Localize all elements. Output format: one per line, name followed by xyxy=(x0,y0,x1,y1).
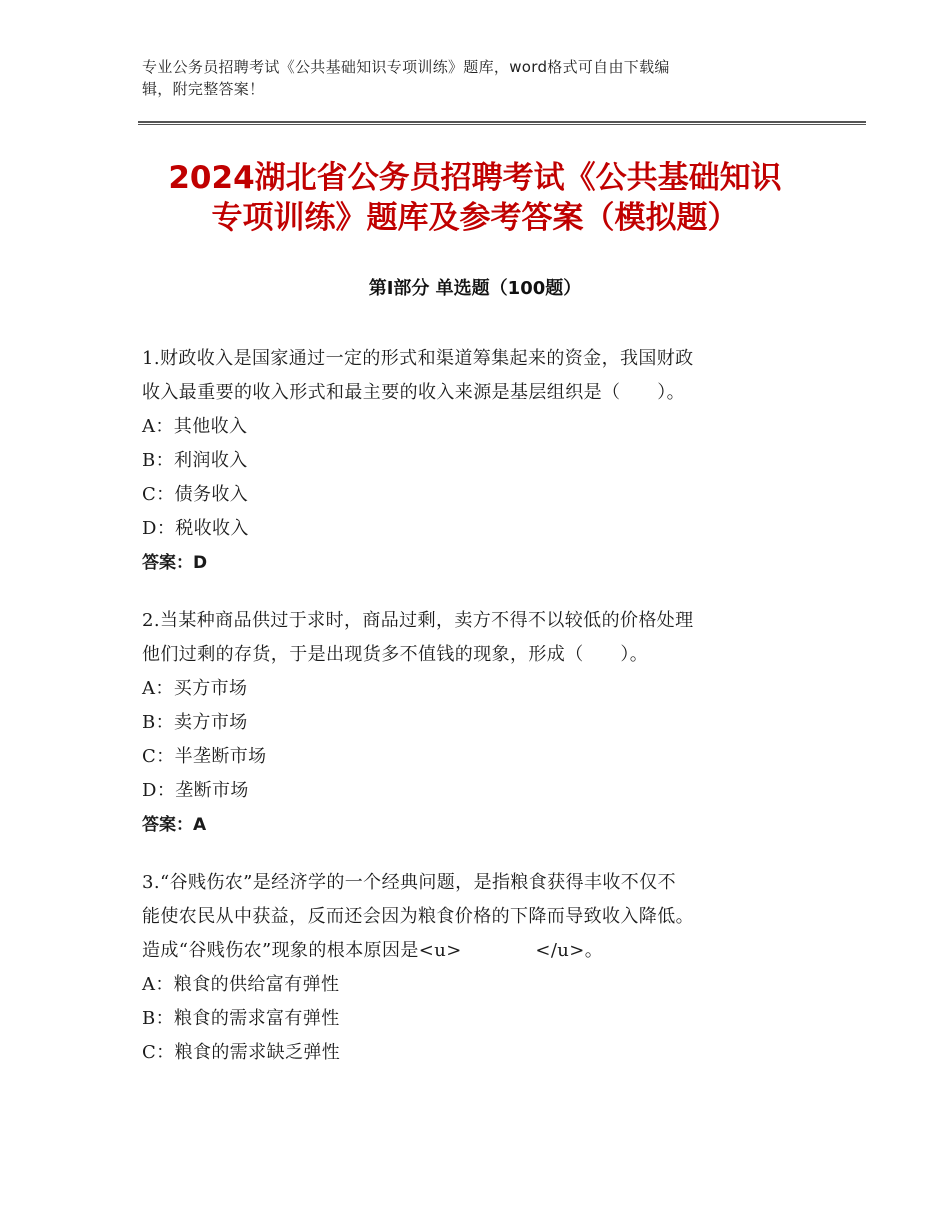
question-option: D：税收收入 xyxy=(142,518,249,539)
question-option: D：垄断市场 xyxy=(142,780,249,801)
question-option: C：半垄断市场 xyxy=(142,746,267,767)
document-title-line: 专项训练》题库及参考答案（模拟题） xyxy=(211,200,739,236)
section-title: 第Ⅰ部分 单选题（100题） xyxy=(368,278,582,299)
question-stem: 收入最重要的收入形式和最主要的收入来源是基层组织是（ ）。 xyxy=(142,382,685,403)
question-answer: 答案：D xyxy=(142,553,208,573)
header-note xyxy=(142,56,802,100)
question-stem: 他们过剩的存货，于是出现货多不值钱的现象，形成（ ）。 xyxy=(142,644,649,665)
document-title-line: 2024湖北省公务员招聘考试《公共基础知识 xyxy=(168,160,782,196)
header-divider xyxy=(138,121,866,125)
question-item xyxy=(142,866,807,1070)
question-list xyxy=(142,342,807,1094)
question-stem: 2.当某种商品供过于求时，商品过剩，卖方不得不以较低的价格处理 xyxy=(142,610,694,631)
header-note-line: 辑，附完整答案！ xyxy=(142,80,265,98)
question-option: A：买方市场 xyxy=(142,678,248,699)
question-stem: 能使农民从中获益，反而还会因为粮食价格的下降而导致收入降低。 xyxy=(142,906,694,927)
question-option: A：其他收入 xyxy=(142,416,248,437)
question-option: B：粮食的需求富有弹性 xyxy=(142,1008,340,1029)
question-option: B：利润收入 xyxy=(142,450,248,471)
question-option: C：债务收入 xyxy=(142,484,249,505)
question-answer: 答案：A xyxy=(142,815,207,835)
question-stem: 3.“谷贱伤农”是经济学的一个经典问题，是指粮食获得丰收不仅不 xyxy=(142,872,676,893)
question-option: B：卖方市场 xyxy=(142,712,248,733)
question-item xyxy=(142,342,807,580)
question-item xyxy=(142,604,807,842)
header-note-line: 专业公务员招聘考试《公共基础知识专项训练》题库，word格式可自由下载编 xyxy=(142,58,670,76)
question-stem: 造成“谷贱伤农”现象的根本原因是<u> </u>。 xyxy=(142,940,604,961)
question-option: A：粮食的供给富有弹性 xyxy=(142,974,340,995)
question-option: C：粮食的需求缺乏弹性 xyxy=(142,1042,341,1063)
document-title xyxy=(100,158,850,238)
question-stem: 1.财政收入是国家通过一定的形式和渠道筹集起来的资金，我国财政 xyxy=(142,348,694,369)
